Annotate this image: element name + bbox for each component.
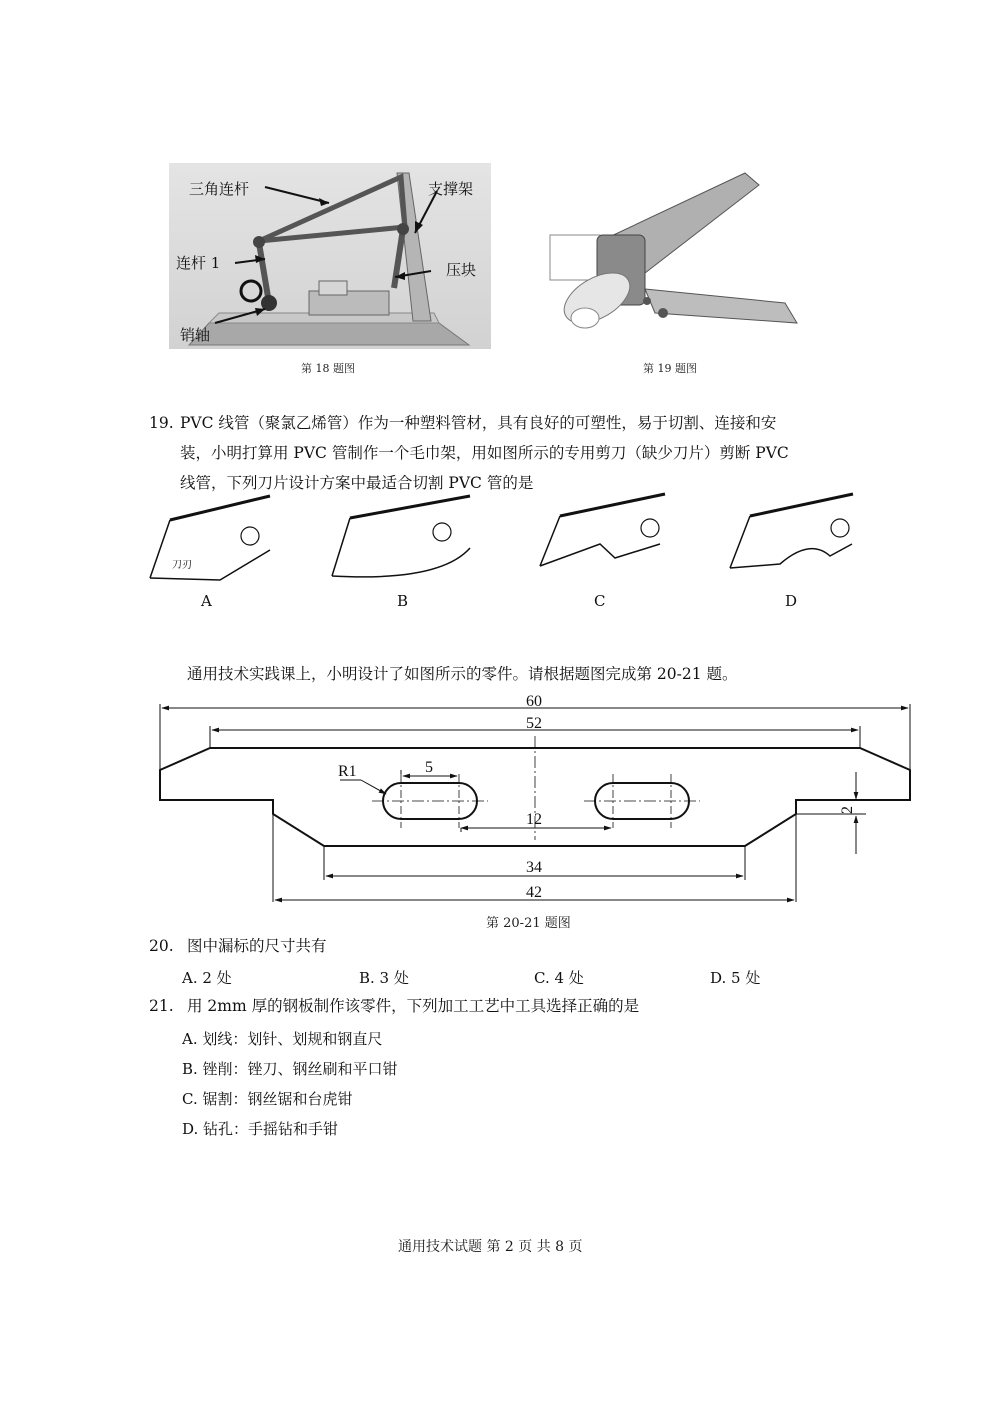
blade-edge-label: 刀刃 [172, 560, 192, 571]
r1-leader-arrow [361, 780, 386, 794]
dim-text-5: 5 [425, 759, 433, 776]
screw [658, 308, 668, 318]
figure-19-drawing [545, 163, 805, 349]
q19-line-2: 装，小明打算用 PVC 管制作一个毛巾架，用如图所示的专用剪刀（缺少刀片）剪断 PVC [180, 444, 789, 462]
q20-option-b[interactable]: B. 3 处 [359, 969, 409, 987]
blade-option-d[interactable] [730, 494, 853, 568]
q19-line-1: PVC 线管（聚氯乙烯管）作为一种塑料管材，具有良好的可塑性，易于切割、连接和安 [180, 414, 777, 432]
pointer-arrow-head [415, 221, 423, 233]
q21-option-c[interactable]: C. 锯割：钢丝锯和台虎钳 [182, 1090, 353, 1108]
page-footer: 通用技术试题 第 2 页 共 8 页 [398, 1239, 583, 1255]
label-support-frame: 支撑架 [428, 180, 474, 198]
link-2 [394, 229, 403, 288]
q20-number: 20. [149, 937, 174, 955]
blade-option-a[interactable] [150, 496, 270, 580]
pvc-pipe-end [571, 308, 599, 328]
drawing-caption: 第 20-21 题图 [486, 916, 571, 931]
q21-stem: 用 2mm 厚的钢板制作该零件，下列加工工艺中工具选择正确的是 [187, 997, 640, 1015]
q21-option-b[interactable]: B. 锉削：锉刀、钢丝刷和平口钳 [182, 1060, 398, 1078]
joint [397, 223, 409, 235]
base-plate [189, 323, 469, 345]
option-label-d: D [785, 592, 798, 610]
q19-stem [180, 408, 860, 498]
option-label-c: C [594, 592, 606, 610]
dim-text-34: 34 [526, 859, 542, 876]
cutter-lower-handle [645, 289, 797, 323]
option-label-a: A [201, 592, 212, 610]
blade-options [140, 490, 870, 590]
joint [253, 236, 265, 248]
q19-line-3: 线管，下列刀片设计方案中最适合切割 PVC 管的是 [180, 474, 534, 492]
press-block [319, 281, 347, 295]
dim-text-r1: R1 [338, 763, 357, 780]
pointer-arrow [265, 187, 329, 203]
dim-text-52: 52 [526, 715, 542, 732]
label-triangle-link: 三角连杆 [189, 180, 250, 198]
dim-text-12: 12 [526, 811, 542, 828]
figure-19-image [545, 163, 805, 349]
q19-number: 19. [149, 414, 174, 432]
q21-option-a[interactable]: A. 划线：划针、划规和钢直尺 [182, 1030, 383, 1048]
q20-option-c[interactable]: C. 4 处 [534, 969, 584, 987]
dim-text-42: 42 [526, 884, 542, 901]
figure-19-caption: 第 19 题图 [643, 362, 697, 375]
triangle-link [259, 177, 405, 241]
screw [643, 297, 651, 305]
rotation-icon [241, 281, 261, 301]
figure-18-caption: 第 18 题图 [301, 362, 355, 375]
q21-number: 21. [149, 997, 174, 1015]
blade-option-b[interactable] [332, 496, 470, 577]
dim-text-2: 2 [839, 806, 856, 814]
missing-blade-box [550, 235, 600, 280]
option-label-b: B [397, 592, 409, 610]
label-pin-shaft: 销轴 [180, 326, 211, 344]
label-press-block: 压块 [446, 261, 477, 279]
q20-stem: 图中漏标的尺寸共有 [187, 937, 327, 955]
label-link-1: 连杆 1 [176, 254, 221, 272]
q20-option-d[interactable]: D. 5 处 [710, 969, 761, 987]
part-drawing [150, 690, 920, 910]
blade-option-c[interactable] [540, 494, 665, 566]
q20-option-a[interactable]: A. 2 处 [182, 969, 232, 987]
q21-option-d[interactable]: D. 钻孔：手摇钻和手钳 [182, 1120, 339, 1138]
intro-20-21: 通用技术实践课上，小明设计了如图所示的零件。请根据题图完成第 20-21 题。 [187, 665, 738, 683]
dim-text-60: 60 [526, 693, 542, 710]
